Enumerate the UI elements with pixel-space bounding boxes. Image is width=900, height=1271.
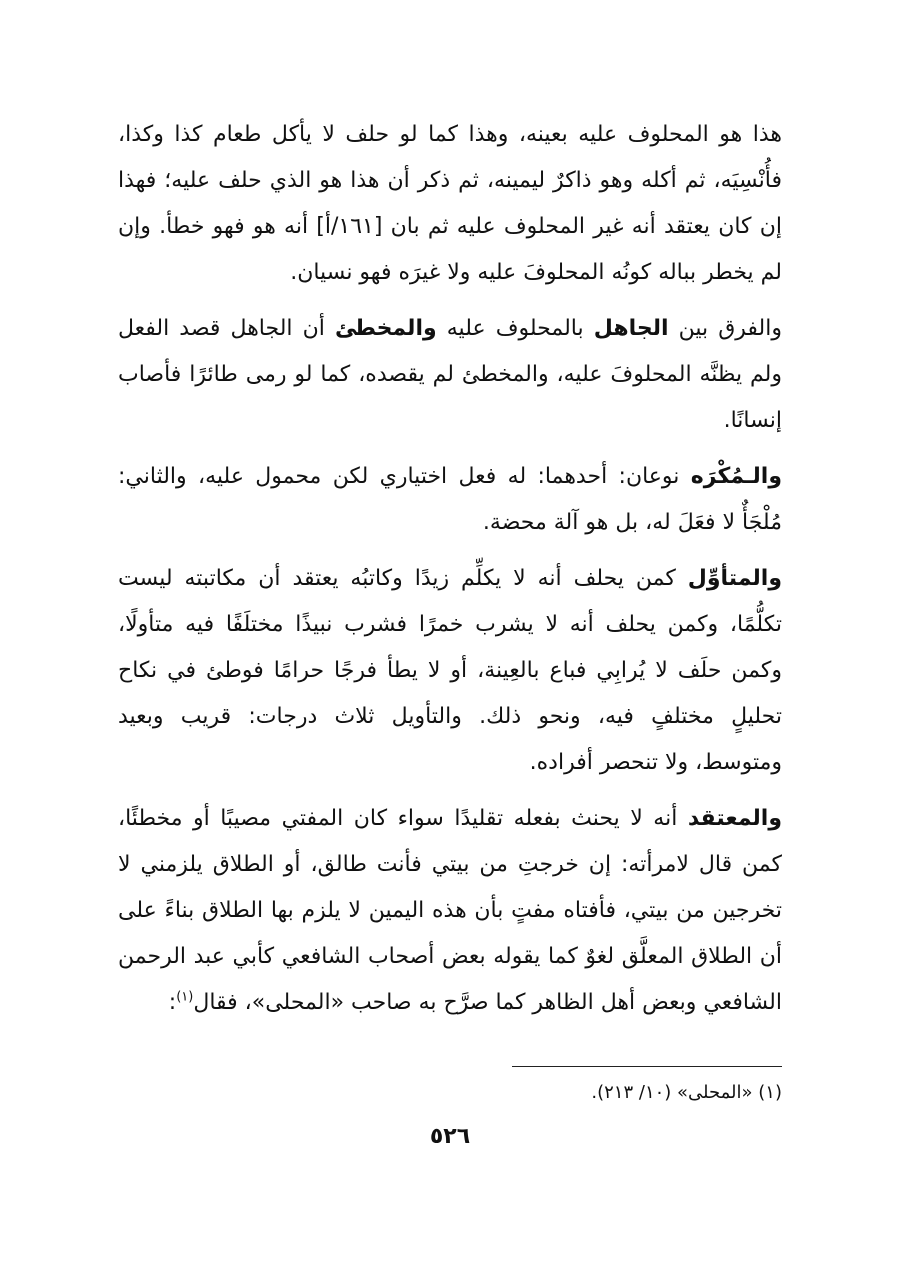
paragraph-1 xyxy=(118,112,782,296)
page-number: ٥٢٦ xyxy=(429,1124,471,1149)
footnote: (١) «المحلى» (١٠/ ٢١٣). xyxy=(591,1082,782,1103)
paragraph-1-text: هذا هو المحلوف عليه بعينه، وهذا كما لو حلف لا يأكل طعام كذا وكذا، فأُنْسِيَه، ثم أكله وهو ذاكرٌ ليمينه، ثم ذكر أن هذا هو الذي حلف عليه؛ فهذا إن كان يعتقد أنه غير المحلوف عليه ثم بان [١٦١/أ] أنه هو فهو خطأ. وإن لم يخطر بباله كونُه المحلوفَ عليه ولا غيرَه فهو نسيان. xyxy=(118,122,782,285)
paragraph-5-tail: : xyxy=(168,990,177,1015)
term-jahil: الجاهل xyxy=(593,316,669,341)
paragraph-5-text: أنه لا يحنث بفعله تقليدًا سواء كان المفتي مصيبًا أو مخطئًا، كمن قال لامرأته: إن خرجتِ من بيتي فأنت طالق، أو الطلاق يلزمني لا تخرجين من بيتي، فأفتاه مفتٍ بأن هذه اليمين لا يلزم بها الطلاق بناءً على أن الطلاق المعلَّق لغوٌ كما يقوله بعض أصحاب الشافعي كأبي عبد الرحمن الشافعي وبعض أهل الظاهر كما صرَّح به صاحب «المحلى»، فقال xyxy=(118,806,782,1015)
page-body xyxy=(118,112,782,1036)
footnote-divider xyxy=(512,1066,782,1067)
paragraph-5 xyxy=(118,796,782,1026)
paragraph-3-text: نوعان: أحدهما: له فعل اختياري لكن محمول عليه، والثاني: مُلْجَأٌ لا فعَلَ له، بل هو آلة محضة. xyxy=(118,464,782,535)
footnote-reference: (١) xyxy=(176,989,194,1005)
paragraph-2-pre: والفرق بين xyxy=(668,316,782,341)
term-mukhti: والمخطئ xyxy=(334,316,437,341)
paragraph-2-text: أن الجاهل قصد الفعل ولم يظنَّه المحلوفَ عليه، والمخطئ لم يقصده، كما لو رمى طائرًا فأصاب إنسانًا. xyxy=(118,316,782,433)
paragraph-4 xyxy=(118,556,782,786)
paragraph-2 xyxy=(118,306,782,444)
term-mutaawwil: والمتأوِّل xyxy=(687,566,782,591)
term-mukrah: والـمُكْرَه xyxy=(690,464,782,489)
paragraph-2-mid: بالمحلوف عليه xyxy=(436,316,594,341)
paragraph-4-text: كمن يحلف أنه لا يكلِّم زيدًا وكاتبُه يعتقد أن مكاتبته ليست تكلُّمًا، وكمن يحلف أنه لا يشرب خمرًا فشرب نبيذًا مختلَفًا فيه متأولًا، وكمن حلَف لا يُرابِي فباع بالعِينة، أو لا يطأ فرجًا حرامًا فوطئ في نكاح تحليلٍ مختلفٍ فيه، ونحو ذلك. والتأويل ثلاث درجات: قريب وبعيد ومتوسط، ولا تنحصر أفراده. xyxy=(118,566,782,775)
term-mutaqid: والمعتقد xyxy=(687,806,782,831)
paragraph-3 xyxy=(118,454,782,546)
